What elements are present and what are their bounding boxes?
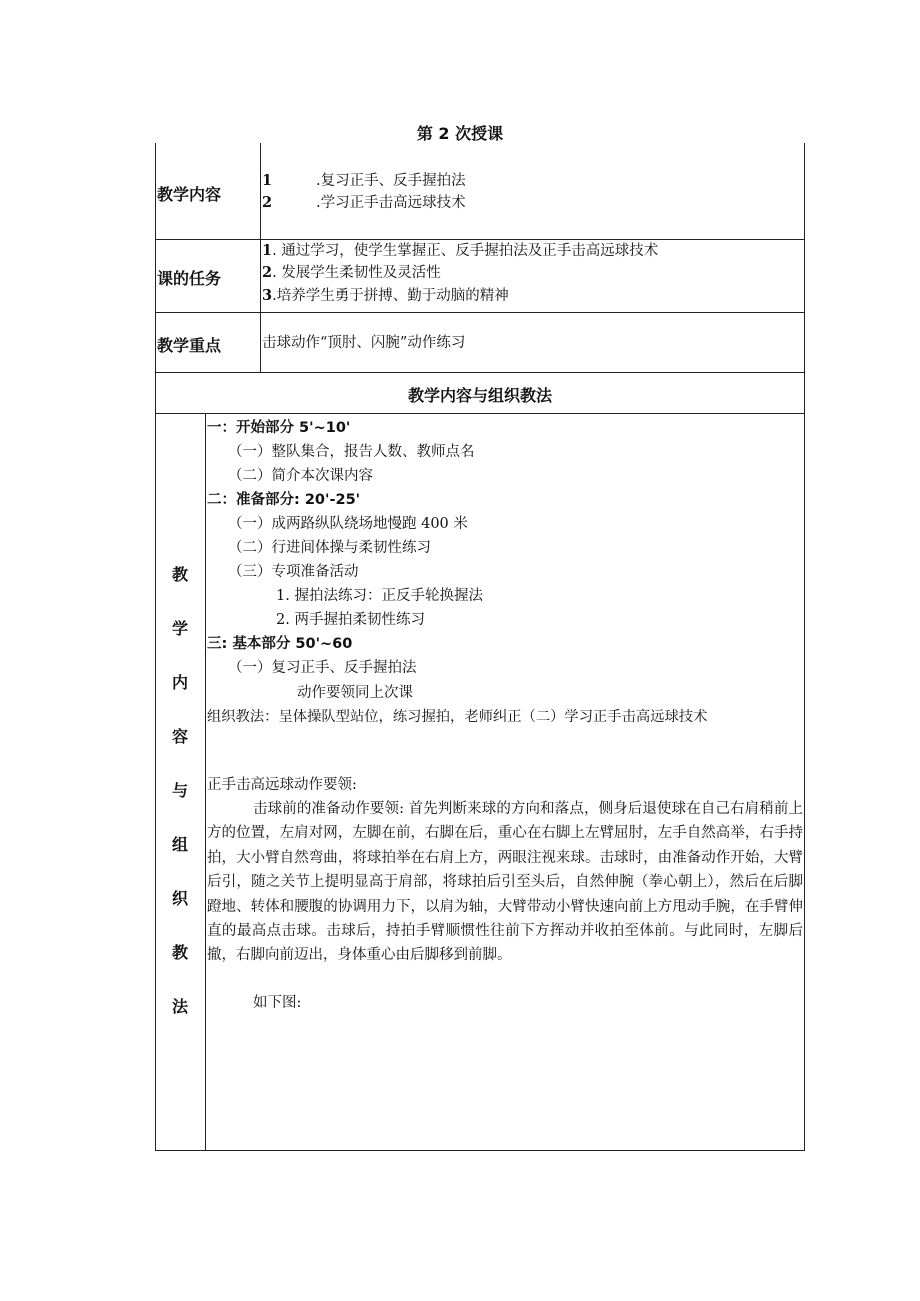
task-item-2-text: . 发展学生柔韧性及灵活性 bbox=[272, 265, 441, 281]
page-title: 第 2 次授课 bbox=[416, 124, 504, 143]
part1-item-2: （二）简介本次课内容 bbox=[228, 468, 373, 484]
section-header: 教学内容与组织教法 bbox=[407, 386, 552, 405]
see-below: 如下图: bbox=[253, 995, 302, 1011]
task-label: 课的任务 bbox=[157, 269, 222, 288]
task-item-2 bbox=[262, 261, 441, 285]
side-char-6: 组 bbox=[171, 835, 188, 854]
part2-item-1: （一）成两路纵队绕场地慢跑 400 米 bbox=[228, 516, 468, 532]
task-item-3 bbox=[262, 284, 509, 308]
part3-heading: 三: 基本部分 50'~60 bbox=[207, 636, 353, 652]
content-item-1-num: 1 bbox=[262, 172, 273, 189]
task-item-2-num: 2 bbox=[262, 264, 273, 281]
focus-label: 教学重点 bbox=[157, 336, 222, 355]
part2-sub-1: 1. 握拍法练习：正反手轮换握法 bbox=[276, 588, 483, 604]
task-item-1 bbox=[262, 239, 658, 263]
essentials-paragraph: 击球前的准备动作要领: 首先判断来球的方向和落点，侧身后退使球在自己右肩稍前上方的位置，左肩对网，左脚在前，右脚在后，重心在右脚上左臂屈肘，左手自然高举，右手持拍，大小臂自然弯曲，将球拍举在右肩上方，两眼注视来球。击球时，由准备动作开始，大臂后引，随之关节上提明显高于肩部，将球拍后引至头后，自然伸腕（拳心朝上），然后在后脚蹬地、转体和腰腹的协调用力下，以肩为轴，大臂带动小臂快速向前上方甩动手腕，在手臂伸直的最高点击球。击球后，持拍手臂顺惯性往前下方挥动并收拍至体前。与此同时，左脚后撤，右脚向前迈出，身体重心由后脚移到前脚。 bbox=[207, 801, 803, 964]
content-label: 教学内容 bbox=[157, 185, 222, 204]
side-divider bbox=[205, 413, 206, 1151]
border-bottom bbox=[155, 1150, 805, 1151]
side-char-9: 法 bbox=[171, 997, 188, 1016]
part2-item-2: （二）行进间体操与柔韧性练习 bbox=[228, 540, 431, 556]
side-char-1: 教 bbox=[171, 565, 188, 584]
part3-note: 动作要领同上次课 bbox=[297, 685, 413, 701]
side-char-7: 织 bbox=[171, 889, 188, 908]
row-divider-4 bbox=[155, 413, 805, 414]
part2-heading: 二：准备部分: 20'-25' bbox=[207, 492, 361, 508]
border-right bbox=[804, 143, 805, 1151]
part2-sub-2: 2. 两手握拍柔韧性练习 bbox=[276, 612, 425, 628]
task-item-3-text: .培养学生勇于拼搏、勤于动脑的精神 bbox=[272, 288, 509, 304]
focus-text: 击球动作“顶肘、闪腕”动作练习 bbox=[262, 335, 466, 351]
part1-heading: 一：开始部分 5'~10' bbox=[207, 420, 351, 436]
part1-item-1: （一）整队集合，报告人数、教师点名 bbox=[228, 444, 475, 460]
task-item-3-num: 3 bbox=[262, 287, 273, 304]
side-label bbox=[155, 560, 205, 1046]
side-char-4: 容 bbox=[171, 727, 188, 746]
essentials-title: 正手击高远球动作要领: bbox=[207, 777, 357, 793]
label-divider bbox=[260, 143, 261, 372]
task-item-1-num: 1 bbox=[262, 242, 273, 259]
side-char-2: 学 bbox=[171, 619, 188, 638]
side-char-8: 教 bbox=[171, 943, 188, 962]
row-divider-3 bbox=[155, 372, 805, 373]
row-divider-2 bbox=[155, 312, 805, 313]
org-method: 组织教法：呈体操队型站位，练习握拍，老师纠正（二）学习正手击高远球技术 bbox=[207, 709, 708, 725]
task-item-1-text: . 通过学习，使学生掌握正、反手握拍法及正手击高远球技术 bbox=[272, 243, 659, 259]
part3-item-1: （一）复习正手、反手握拍法 bbox=[228, 660, 417, 676]
part2-item-3: （三）专项准备活动 bbox=[228, 564, 359, 580]
side-char-5: 与 bbox=[171, 781, 188, 800]
content-item-1-text: .复习正手、反手握拍法 bbox=[316, 173, 466, 189]
content-item-2-num: 2 bbox=[262, 194, 273, 211]
content-item-2-text: .学习正手击高远球技术 bbox=[316, 195, 466, 211]
side-char-3: 内 bbox=[171, 673, 188, 692]
